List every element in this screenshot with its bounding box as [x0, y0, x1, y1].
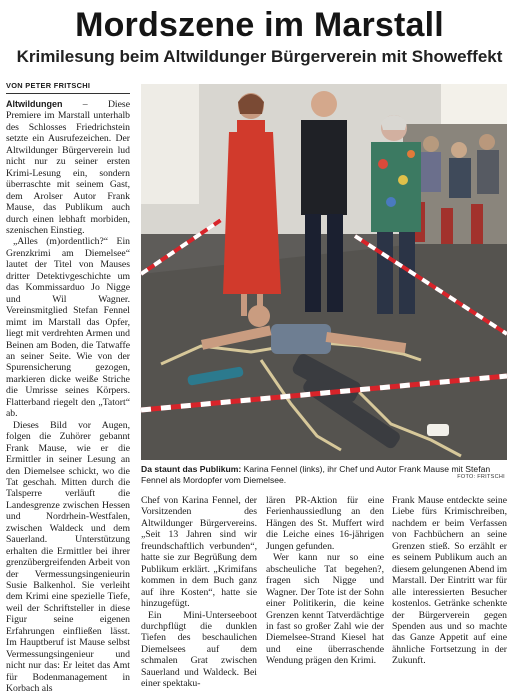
article-paragraph-intro: [6, 99, 130, 236]
article-photo: [141, 84, 507, 460]
intro-text: – Diese Premiere im Marstall unterhalb des Schlosses Friedrichstein setzte ein Ausrufezeichen. Der Altwildunger Bürgerverein lud nicht nur zu seiner ersten Krimi-Lesung ein, sondern überraschte mit seinem Gast, dem Arolser Autor Frank Mause, das Publikum auch durch einen lebhaft morbiden, szenischen Einstieg.: [6, 99, 130, 236]
article-column-1: [6, 99, 130, 695]
photo-credit: FOTO: FRITSCHI: [457, 474, 505, 480]
article-column-4: [392, 495, 507, 667]
caption-lead: Da staunt das Publikum:: [141, 464, 242, 474]
article-paragraph: Frank Mause entdeckte seine Liebe fürs Krimischreiben, nachdem er beim Verfassen von Fachbüchern an seine Grenzen stieß. So erzählt er es seinem Publikum auch an diesem gelungenen Abend im Marstall. Der Eintritt war für alle interessierten Besucher kostenlos. Getränke schenkte der Bürgerverein gegen Spenden aus und so machte das Ganze Appetit auf eine ähnliche Fortsetzung in der Zukunft.: [392, 495, 507, 667]
caption-text: Karina Fennel (links), ihr Chef und Autor Frank Mause mit Stefan Fennel als Mordopfer vom Diemelsee.: [141, 464, 491, 485]
photo-caption: [141, 464, 507, 485]
headline: Mordszene im Marstall: [75, 6, 444, 44]
article-paragraph: Ein Mini-Unterseeboot durchpflügt die dunklen Tiefen des beschaulichen Diemelsees auf dem schmalen Grat zwischen Sauerland und Waldeck. Bei einer spektaku-: [141, 609, 257, 690]
article-paragraph: lären PR-Aktion für eine Ferienhaussiedlung an den Hängen des St. Muffert wird die Leiche eines 16-jährigen Jungen gefunden.: [266, 495, 384, 552]
byline: VON PETER FRITSCHI: [6, 81, 130, 94]
article-column-3: [266, 495, 384, 667]
article-paragraph: „Alles (m)ordentlich?“ Ein Grenzkrimi am Diemelsee“ lautet der Titel von Mauses dritter Detektivgeschichte um das Kommissarduo Jo Nigge und Wil Wagner. Vereinsmitglied Stefan Fennel mimt im Marstall das Opfer, liegt mit verdrehten Armen und Beinen am Boden, die Tatwaffe an seiner Seite. Wie von der Spurensicherung gezogen, markieren dicke weiße Striche die Umrisse seines Körpers. Flatterband riegelt den „Tatort“ ab.: [6, 236, 130, 420]
article-paragraph: Wer kann nur so eine abscheuliche Tat begehen?, fragen sich Nigge und Wagner. Der Tote ist der Sohn einer Politikerin, die keine Grenzen kennt Tatverdächtige in fast so großer Zahl wie der Diemelsee-Strand Kiesel hat und eine überraschende Wendung prägen den Krimi.: [266, 552, 384, 667]
subheadline: Krimilesung beim Altwildunger Bürgerverein mit Showeffekt: [16, 47, 503, 66]
article-paragraph: Dieses Bild vor Augen, folgen die Zuhörer gebannt Frank Mause, wie er die Ermittler in seiner Lesung an den Diemelsee schickt, wo die Tat geschah. Mitten durch die Talsperre verläuft die Landesgrenze zwischen Hessen und Nordrhein-Westfalen, zwischen Waldeck und dem Sauerland. Unterstützung erhalten die Ermittler bei ihrer grenzübergreifenden Arbeit von der Vermessungsingenieurin Susie Balkenhol. Sie verleiht dem Krimi eine spezielle Tiefe, weil der Schriftsteller in diese Figur seine eigenen Erfahrungen einfließen lässt. Im Hauptberuf ist Mause selbst Vermessungsingenieur und nicht nur das: Er leitet das Amt für Bodenmanagement in Korbach als: [6, 419, 130, 695]
dateline: Altwildungen: [6, 99, 63, 109]
article-paragraph: Chef von Karina Fennel, der Vorsitzenden des Altwildunger Bürgervereins. „Seit 13 Jahren sind wir freundschaftlich verbunden“, hatte sie zur Begrüßung dem Publikum erklärt. „Krimifans kommen in dem Buch ganz auf ihre Kosten“, hatte sie hinzugefügt.: [141, 495, 257, 610]
article-column-2: [141, 495, 257, 690]
